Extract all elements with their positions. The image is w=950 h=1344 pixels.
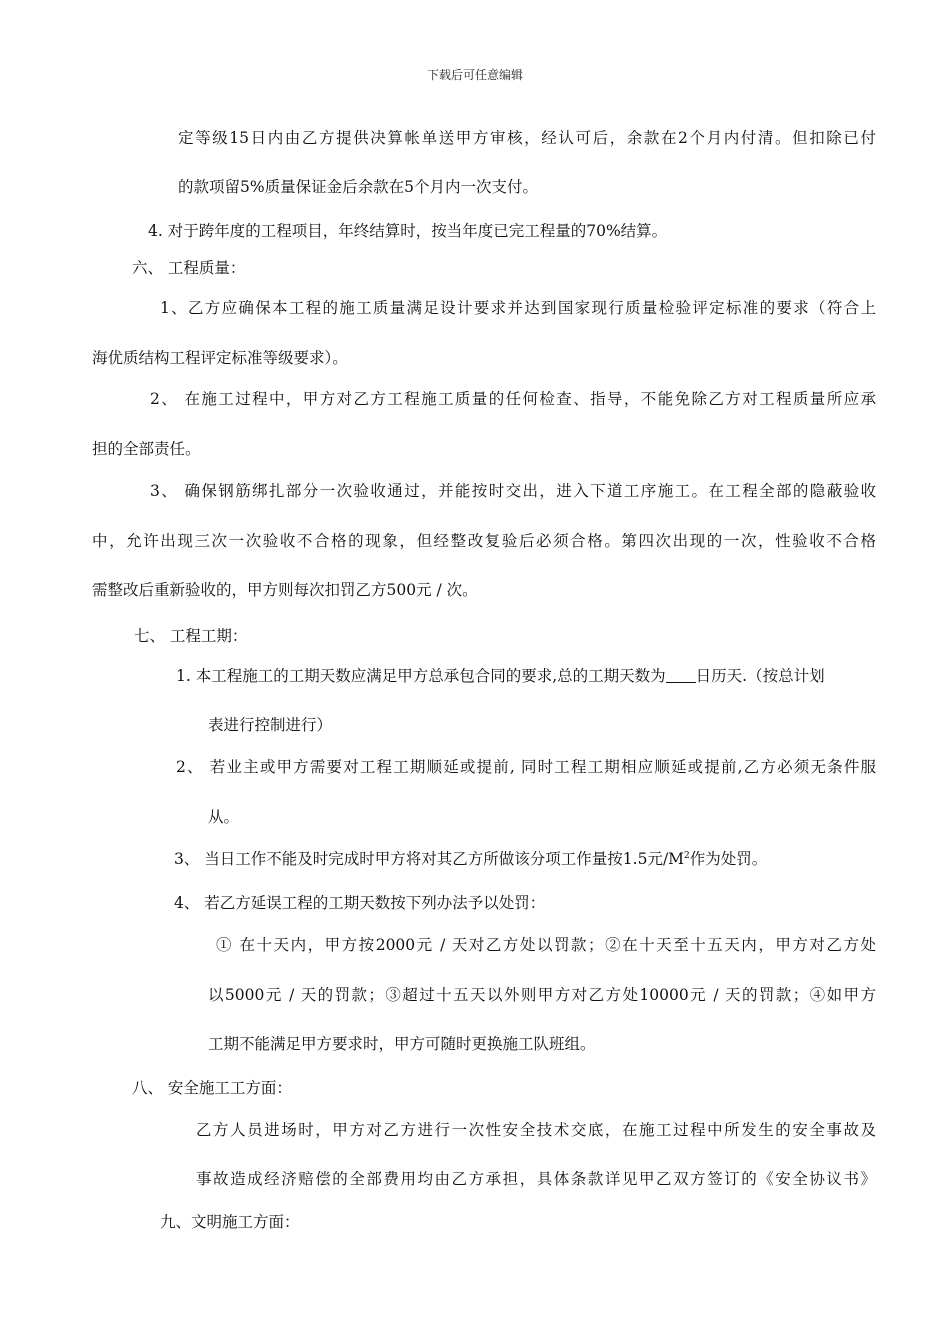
paragraph-line: 3、 确保钢筋绑扎部分一次验收通过，并能按时交出，进入下道工序施工。在工程全部的隐蔽验收	[150, 482, 876, 500]
section-heading: 九、文明施工方面：	[160, 1213, 300, 1231]
line-text: 日历天.（按总计划	[695, 667, 825, 685]
paragraph-line: 事故造成经济赔偿的全部费用均由乙方承担，具体条款详见甲乙双方签订的《安全协议书》	[196, 1170, 876, 1188]
line-text: 1. 本工程施工的工期天数应满足甲方总承包合同的要求,总的工期天数为	[176, 667, 666, 685]
list-item: 4. 对于跨年度的工程项目，年终结算时，按当年度已完工程量的70%结算。	[148, 222, 668, 240]
blank-field[interactable]	[666, 668, 696, 683]
paragraph-line: 海优质结构工程评定标准等级要求）。	[92, 349, 348, 367]
paragraph-line: 乙方人员进场时，甲方对乙方进行一次性安全技术交底，在施工过程中所发生的安全事故及	[196, 1121, 876, 1139]
paragraph-line: 4、 若乙方延误工程的工期天数按下列办法予以处罚：	[174, 894, 546, 912]
paragraph-line: 的款项留5%质量保证金后余款在5个月内一次支付。	[178, 178, 538, 196]
paragraph-line: ① 在十天内，甲方按2000元 / 天对乙方处以罚款；②在十天至十五天内，甲方对乙方处	[216, 936, 876, 954]
paragraph-line: 需整改后重新验收的，甲方则每次扣罚乙方500元 / 次。	[92, 581, 478, 599]
section-heading: 八、 安全施工工方面：	[132, 1079, 292, 1097]
section-heading: 六、 工程质量：	[132, 259, 246, 277]
paragraph-line: 以5000元 / 天的罚款；③超过十五天以外则甲方对乙方处10000元 / 天的罚款；④如甲方	[208, 986, 876, 1004]
section-heading: 七、 工程工期：	[134, 627, 248, 645]
line-text: 作为处罚。	[689, 850, 768, 868]
paragraph-line: 从。	[208, 808, 240, 826]
paragraph-line	[176, 666, 876, 686]
paragraph-line: 1、乙方应确保本工程的施工质量满足设计要求并达到国家现行质量检验评定标准的要求（符合上	[160, 299, 876, 317]
paragraph-line: 表进行控制进行）	[208, 716, 333, 734]
page-header: 下载后可任意编辑	[426, 68, 523, 82]
paragraph-line: 中，允许出现三次一次验收不合格的现象，但经整改复验后必须合格。第四次出现的一次，性验收不合格	[92, 532, 876, 550]
paragraph-line	[174, 849, 767, 869]
line-text: 3、 当日工作不能及时完成时甲方将对其乙方所做该分项工作量按1.5元/M	[174, 850, 685, 868]
paragraph-line: 工期不能满足甲方要求时，甲方可随时更换施工队班组。	[208, 1035, 596, 1053]
superscript: 2	[684, 851, 690, 861]
paragraph-line: 担的全部责任。	[92, 440, 201, 458]
paragraph-line: 2、 若业主或甲方需要对工程工期顺延或提前, 同时工程工期相应顺延或提前,乙方必须无条件服	[176, 758, 876, 776]
paragraph-line: 定等级15日内由乙方提供决算帐单送甲方审核，经认可后，余款在2个月内付清。但扣除已付	[178, 129, 876, 147]
paragraph-line: 2、 在施工过程中，甲方对乙方工程施工质量的任何检查、指导，不能免除乙方对工程质量所应承	[150, 390, 876, 408]
